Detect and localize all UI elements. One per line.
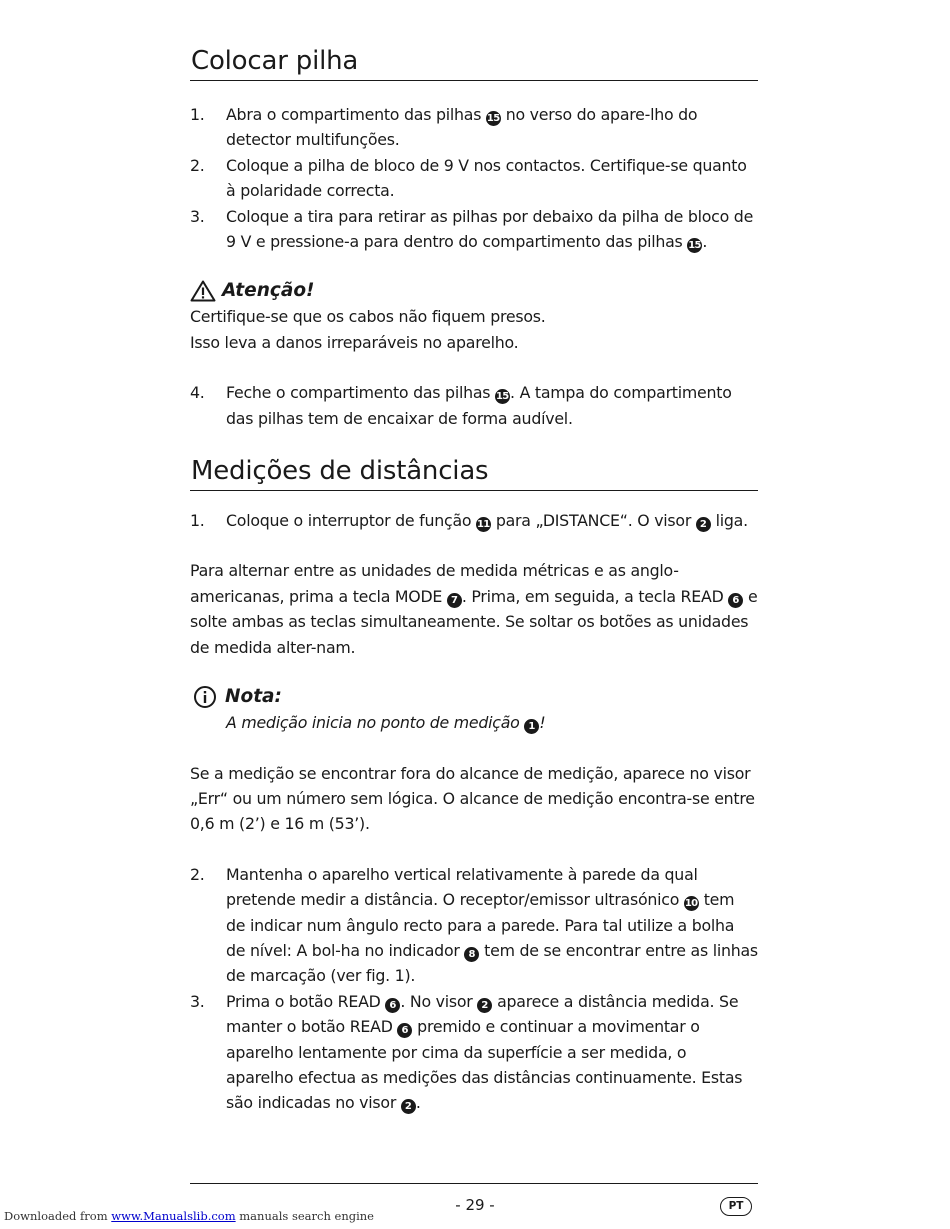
ref-number-badge: 6	[385, 998, 400, 1013]
ref-number-badge: 15	[486, 113, 500, 124]
page-content	[190, 0, 758, 1116]
distance-steps-list-continued	[190, 862, 758, 1116]
manualslib-link[interactable]: www.Manualslib.com	[111, 1209, 236, 1223]
warning-heading: Atenção!	[190, 278, 758, 304]
list-item: 1. Coloque o interruptor de função 11 para „DISTANCE“. O visor 2 liga.	[190, 511, 748, 531]
list-item: 4. Feche o compartimento das pilhas 15. A tampa do compartimento das pilhas tem de encaixar de forma audível.	[190, 383, 732, 428]
note-box	[190, 684, 758, 735]
footer-divider	[190, 1183, 758, 1184]
list-item: 3. Coloque a tira para retirar as pilhas por debaixo da pilha de bloco de 9 V e pressione-a para dentro do compartimento das pilhas 15.	[190, 206, 754, 252]
ref-number-badge: 11	[476, 519, 490, 531]
section-title-medicoes: Medições de distâncias	[190, 454, 758, 491]
ref-number-badge: 6	[397, 1023, 412, 1038]
battery-steps-list	[190, 102, 758, 254]
warning-text: Certifique-se que os cabos não fiquem presos. Isso leva a danos irreparáveis no aparelho.	[190, 307, 546, 352]
ref-number-badge: 2	[401, 1099, 416, 1114]
warning-triangle-icon	[190, 280, 216, 302]
section-title-colocar-pilha: Colocar pilha	[190, 44, 758, 81]
list-item: 1. Abra o compartimento das pilhas 15 no verso do apare-lho do detector multifunções.	[190, 105, 698, 150]
note-text: A medição inicia no ponto de medição 1 !	[226, 713, 546, 733]
ref-number-badge: 2	[696, 517, 711, 532]
ref-number-badge: 10	[684, 898, 698, 910]
list-item: 2. Mantenha o aparelho vertical relativamente à parede da qual pretende medir a distância. O receptor/emissor ultrasónico 10 tem de indicar num ângulo recto para a parede. Para tal utilize a bolha de nível: A bol-ha no indicador 8 tem de se encontrar entre as linhas de marcação (ver fig. 1).	[190, 864, 758, 986]
download-note: Downloaded from www.Manualslib.com manuals search engine	[4, 1209, 374, 1223]
ref-number-badge: 1	[524, 719, 539, 734]
list-item: 2. Coloque a pilha de bloco de 9 V nos contactos. Certifique-se quanto à polaridade correcta.	[190, 155, 747, 201]
warning-box	[190, 278, 758, 355]
page-number: - 29 -	[455, 1196, 495, 1214]
note-heading: Nota:	[190, 684, 758, 710]
list-item: 3. Prima o botão READ 6 . No visor 2 aparece a distância medida. Se manter o botão READ 6 premido e continuar a movimentar o aparelho lentamente por cima da superfície a ser medida, o aparelho efectua as medições das distâncias continuamente. Estas são indicadas no visor 2 .	[190, 991, 743, 1113]
ref-number-badge: 15	[495, 391, 509, 403]
distance-steps-list	[190, 508, 758, 533]
range-paragraph: Se a medição se encontrar fora do alcance de medição, aparece no visor „Err“ ou um número sem lógica. O alcance de medição encontra-se entre 0,6 m (2’) e 16 m (53’).	[190, 763, 755, 834]
ref-number-badge: 2	[477, 998, 492, 1013]
ref-number-badge: 7	[447, 593, 462, 608]
ref-number-badge: 6	[728, 593, 743, 608]
info-circle-icon	[193, 685, 219, 709]
language-badge: PT	[720, 1197, 752, 1216]
ref-number-badge: 8	[464, 947, 479, 962]
units-paragraph: Para alternar entre as unidades de medida métricas e as anglo-americanas, prima a tecla MODE 7 . Prima, em seguida, a tecla READ 6 e solte ambas as teclas simultaneamente. Se soltar os botões as unidades de medida alter-nam.	[190, 561, 758, 657]
battery-steps-list-continued	[190, 380, 758, 431]
ref-number-badge: 15	[688, 240, 701, 252]
